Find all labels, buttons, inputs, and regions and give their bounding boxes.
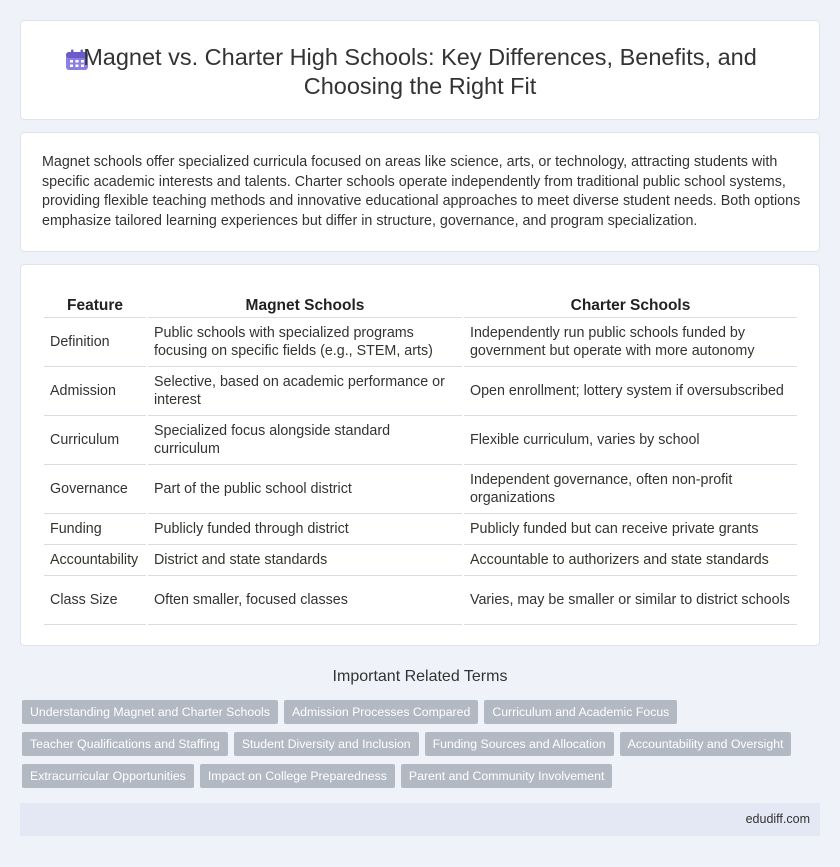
feature-cell: Funding — [44, 514, 146, 545]
magnet-cell: Often smaller, focused classes — [148, 576, 462, 625]
tag-teacher-qualifications[interactable]: Teacher Qualifications and Staffing — [22, 732, 228, 756]
feature-cell: Governance — [44, 465, 146, 514]
column-header-charter: Charter Schools — [464, 294, 797, 318]
footer-site-link[interactable]: edudiff.com — [745, 812, 810, 826]
related-terms-tags — [22, 700, 802, 796]
table-header-row — [44, 294, 797, 318]
table-row — [44, 465, 797, 514]
magnet-cell: District and state standards — [148, 545, 462, 576]
table-row — [44, 576, 797, 625]
header-card — [20, 20, 820, 120]
table-row — [44, 416, 797, 465]
magnet-cell: Public schools with specialized programs focusing on specific fields (e.g., STEM, arts) — [148, 318, 462, 367]
related-terms-heading: Important Related Terms — [332, 668, 508, 685]
magnet-cell: Specialized focus alongside standard curriculum — [148, 416, 462, 465]
charter-cell: Independently run public schools funded by government but operate with more autonomy — [464, 318, 797, 367]
table-row — [44, 545, 797, 576]
intro-card — [20, 132, 820, 252]
magnet-cell: Selective, based on academic performance or interest — [148, 367, 462, 416]
tag-accountability-oversight[interactable]: Accountability and Oversight — [620, 732, 792, 756]
charter-cell: Accountable to authorizers and state standards — [464, 545, 797, 576]
feature-cell: Definition — [44, 318, 146, 367]
charter-cell: Varies, may be smaller or similar to district schools — [464, 576, 797, 625]
tag-understanding-magnet-charter[interactable]: Understanding Magnet and Charter Schools — [22, 700, 278, 724]
feature-cell: Curriculum — [44, 416, 146, 465]
tag-college-preparedness[interactable]: Impact on College Preparedness — [200, 764, 395, 788]
table-row — [44, 514, 797, 545]
charter-cell: Flexible curriculum, varies by school — [464, 416, 797, 465]
intro-paragraph: Magnet schools offer specialized curricula focused on areas like science, arts, or technology, attracting students with specific academic interests and talents. Charter schools operate independently from traditional public school systems, providing flexible teaching methods and innovative educational approaches to meet diverse student needs. Both options emphasize tailored learning experiences but differ in structure, governance, and program specialization. — [42, 154, 801, 229]
tag-curriculum-academic-focus[interactable]: Curriculum and Academic Focus — [484, 700, 677, 724]
comparison-table — [42, 294, 799, 625]
charter-cell: Publicly funded but can receive private grants — [464, 514, 797, 545]
magnet-cell: Part of the public school district — [148, 465, 462, 514]
feature-cell: Class Size — [44, 576, 146, 625]
page-title: Magnet vs. Charter High Schools: Key Differences, Benefits, and Choosing the Right Fit — [83, 44, 757, 99]
tag-extracurricular[interactable]: Extracurricular Opportunities — [22, 764, 194, 788]
tag-admission-processes[interactable]: Admission Processes Compared — [284, 700, 478, 724]
comparison-card — [20, 264, 820, 646]
feature-cell: Accountability — [44, 545, 146, 576]
charter-cell: Independent governance, often non-profit organizations — [464, 465, 797, 514]
tag-student-diversity[interactable]: Student Diversity and Inclusion — [234, 732, 419, 756]
column-header-magnet: Magnet Schools — [148, 294, 462, 318]
tag-funding-sources[interactable]: Funding Sources and Allocation — [425, 732, 614, 756]
table-row — [44, 367, 797, 416]
footer — [20, 803, 820, 836]
feature-cell: Admission — [44, 367, 146, 416]
tag-parent-community[interactable]: Parent and Community Involvement — [401, 764, 612, 788]
charter-cell: Open enrollment; lottery system if oversubscribed — [464, 367, 797, 416]
table-row — [44, 318, 797, 367]
magnet-cell: Publicly funded through district — [148, 514, 462, 545]
column-header-feature: Feature — [44, 294, 146, 318]
